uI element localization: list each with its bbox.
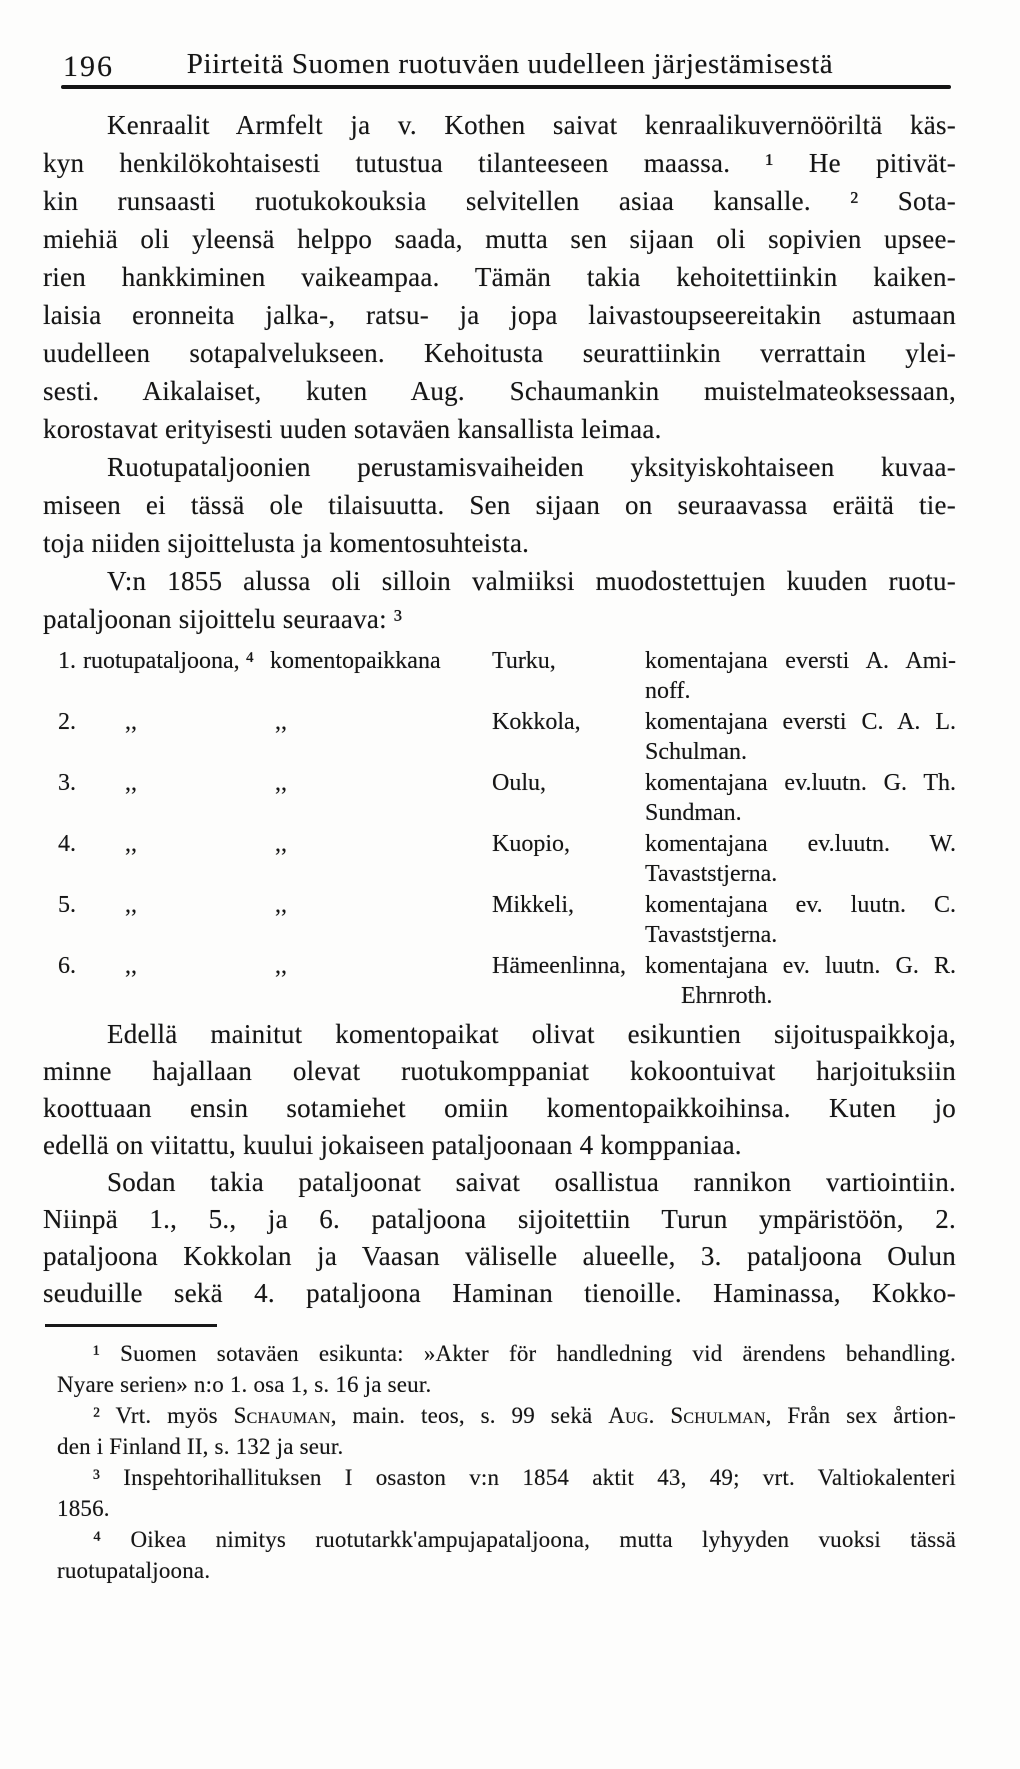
footnote xyxy=(57,1524,956,1586)
battalion-row xyxy=(58,829,958,890)
text-line: Edellä mainitut komentopaikat olivat esikuntien sijoituspaikkoja, xyxy=(107,1019,956,1049)
city-name: Mikkeli, xyxy=(492,892,574,918)
footnote-line: ruotupataljoona. xyxy=(57,1558,211,1583)
text-line: Niinpä 1., 5., ja 6. pataljoona sijoitettiin Turun ympäristöön, 2. xyxy=(43,1204,956,1234)
footnote xyxy=(57,1400,956,1462)
intro-paragraphs xyxy=(43,106,956,638)
battalion-row xyxy=(58,768,958,829)
battalion-row xyxy=(58,707,958,768)
battalion-label: ruotupataljoona, ⁴ xyxy=(83,648,254,674)
commander-line: noff. xyxy=(645,678,691,704)
page-number: 196 xyxy=(63,50,114,83)
ditto-mark: ,, xyxy=(125,831,137,857)
text-line: rien hankkiminen vaikeampaa. Tämän takia kehoitettiinkin kaiken- xyxy=(43,262,956,292)
ditto-mark: ,, xyxy=(275,709,287,735)
footnote-rule xyxy=(45,1324,217,1327)
commander-cell xyxy=(645,768,956,828)
commander-line: Schulman. xyxy=(645,739,747,765)
row-number: 1. xyxy=(58,648,76,674)
battalion-row xyxy=(58,890,958,951)
text-line: kin runsaasti ruotukokouksia selvitellen asiaa kansalle. ² Sota- xyxy=(43,186,956,216)
text-line: toja niiden sijoittelusta ja komentosuhteista. xyxy=(43,528,530,558)
text-line: Ruotupataljoonien perustamisvaiheiden yksityiskohtaiseen kuvaa- xyxy=(107,452,956,482)
text-line: korostavat erityisesti uuden sotaväen kansallista leimaa. xyxy=(43,414,662,444)
text-line: kyn henkilökohtaisesti tutustua tilanteeseen maassa. ¹ He pitivät- xyxy=(43,148,956,178)
commander-cell xyxy=(645,951,956,1011)
commander-line: Tavaststjerna. xyxy=(645,861,778,887)
footnote-line: ³ Inspehtorihallituksen I osaston v:n 1854 aktit 43, 49; vrt. Valtiokalenteri xyxy=(93,1465,956,1490)
row-number: 6. xyxy=(58,953,76,979)
page-header xyxy=(0,48,1020,84)
text-segment: , Från sex årtion- xyxy=(765,1403,956,1428)
footnote-line: ⁴ Oikea nimitys ruotutarkk'ampujapataljoona, mutta lyhyyden vuoksi tässä xyxy=(93,1527,956,1552)
battalion-list xyxy=(58,646,958,1012)
paragraph xyxy=(43,562,956,638)
commander-line: komentajana eversti A. Ami- xyxy=(645,648,956,674)
commander-line: komentajana ev.luutn. G. Th. xyxy=(645,770,956,796)
text-line: seuduille sekä 4. pataljoona Haminan tienoille. Haminassa, Kokko- xyxy=(43,1278,956,1308)
commander-line: komentajana eversti C. A. L. xyxy=(645,709,956,735)
ditto-mark: ,, xyxy=(275,892,287,918)
text-line: V:n 1855 alussa oli silloin valmiiksi muodostettujen kuuden ruotu- xyxy=(107,566,956,596)
paragraph xyxy=(43,1016,956,1164)
text-line: minne hajallaan olevat ruotukomppaniat kokoontuivat harjoituksiin xyxy=(43,1056,956,1086)
row-number: 4. xyxy=(58,831,76,857)
commander-cell xyxy=(645,890,956,950)
text-line: koottuaan ensin sotamiehet omiin komentopaikkoihinsa. Kuten jo xyxy=(43,1093,956,1123)
ditto-mark: ,, xyxy=(275,953,287,979)
row-number: 3. xyxy=(58,770,76,796)
text-segment: ² Vrt. myös xyxy=(93,1403,234,1428)
city-name: Oulu, xyxy=(492,770,546,796)
text-line: Kenraalit Armfelt ja v. Kothen saivat kenraalikuvernööriltä käs- xyxy=(107,110,956,140)
small-caps-name: Aug. Schulman xyxy=(608,1403,766,1428)
footnote-line: den i Finland II, s. 132 ja seur. xyxy=(57,1434,344,1459)
text-line: miehiä oli yleensä helppo saada, mutta sen sijaan oli sopivien upsee- xyxy=(43,224,956,254)
city-name: Kuopio, xyxy=(492,831,570,857)
text-line: Sodan takia pataljoonat saivat osallistua rannikon vartiointiin. xyxy=(107,1167,956,1197)
footnote-line: 1856. xyxy=(57,1496,110,1521)
paragraph xyxy=(43,448,956,562)
commander-line: Tavaststjerna. xyxy=(645,922,778,948)
city-name: Turku, xyxy=(492,648,556,674)
commander-line: komentajana ev.luutn. W. xyxy=(645,831,956,857)
text-line: sesti. Aikalaiset, kuten Aug. Schaumankin muistelmateoksessaan, xyxy=(43,376,956,406)
text-segment: , main. teos, s. 99 sekä xyxy=(330,1403,609,1428)
text-line: laisia eronneita jalka-, ratsu- ja jopa laivastoupseereitakin astumaan xyxy=(43,300,956,330)
text-line: miseen ei tässä ole tilaisuutta. Sen sijaan on seuraavassa eräitä tie- xyxy=(43,490,956,520)
footnotes xyxy=(57,1338,956,1586)
battalion-row xyxy=(58,951,958,1012)
commander-line: Ehrnroth. xyxy=(681,983,773,1009)
commander-cell xyxy=(645,646,956,706)
commander-line: Sundman. xyxy=(645,800,742,826)
battalion-row xyxy=(58,646,958,707)
footnote-line xyxy=(57,1400,956,1431)
ditto-mark: ,, xyxy=(125,770,137,796)
row-number: 2. xyxy=(58,709,76,735)
footnote xyxy=(57,1462,956,1524)
text-line: edellä on viitattu, kuului jokaiseen pataljoonaan 4 komppaniaa. xyxy=(43,1130,742,1160)
footnote-line: ¹ Suomen sotaväen esikunta: »Akter för handledning vid ärendens behandling. xyxy=(93,1341,956,1366)
ditto-mark: ,, xyxy=(125,892,137,918)
paragraph xyxy=(43,106,956,448)
header-rule xyxy=(61,85,951,89)
commander-cell xyxy=(645,829,956,889)
ditto-mark: ,, xyxy=(275,770,287,796)
commander-cell xyxy=(645,707,956,767)
paragraph xyxy=(43,1164,956,1312)
command-post-label: komentopaikkana xyxy=(270,648,441,674)
ditto-mark: ,, xyxy=(125,709,137,735)
small-caps-name: Schauman xyxy=(233,1403,331,1428)
text-line: pataljoonan sijoittelu seuraava: ³ xyxy=(43,604,403,634)
footnote-line: Nyare serien» n:o 1. osa 1, s. 16 ja seur. xyxy=(57,1372,432,1397)
commander-line: komentajana ev. luutn. G. R. xyxy=(645,953,956,979)
row-number: 5. xyxy=(58,892,76,918)
city-name: Kokkola, xyxy=(492,709,581,735)
text-line: uudelleen sotapalvelukseen. Kehoitusta seurattiinkin verrattain ylei- xyxy=(43,338,956,368)
ditto-mark: ,, xyxy=(275,831,287,857)
commander-line: komentajana ev. luutn. C. xyxy=(645,892,956,918)
city-name: Hämeenlinna, xyxy=(492,953,626,979)
running-title: Piirteitä Suomen ruotuväen uudelleen järjestämisestä xyxy=(186,48,834,80)
ditto-mark: ,, xyxy=(125,953,137,979)
footnote xyxy=(57,1338,956,1400)
closing-paragraphs xyxy=(43,1016,956,1312)
text-line: pataljoona Kokkolan ja Vaasan väliselle alueelle, 3. pataljoona Oulun xyxy=(43,1241,956,1271)
